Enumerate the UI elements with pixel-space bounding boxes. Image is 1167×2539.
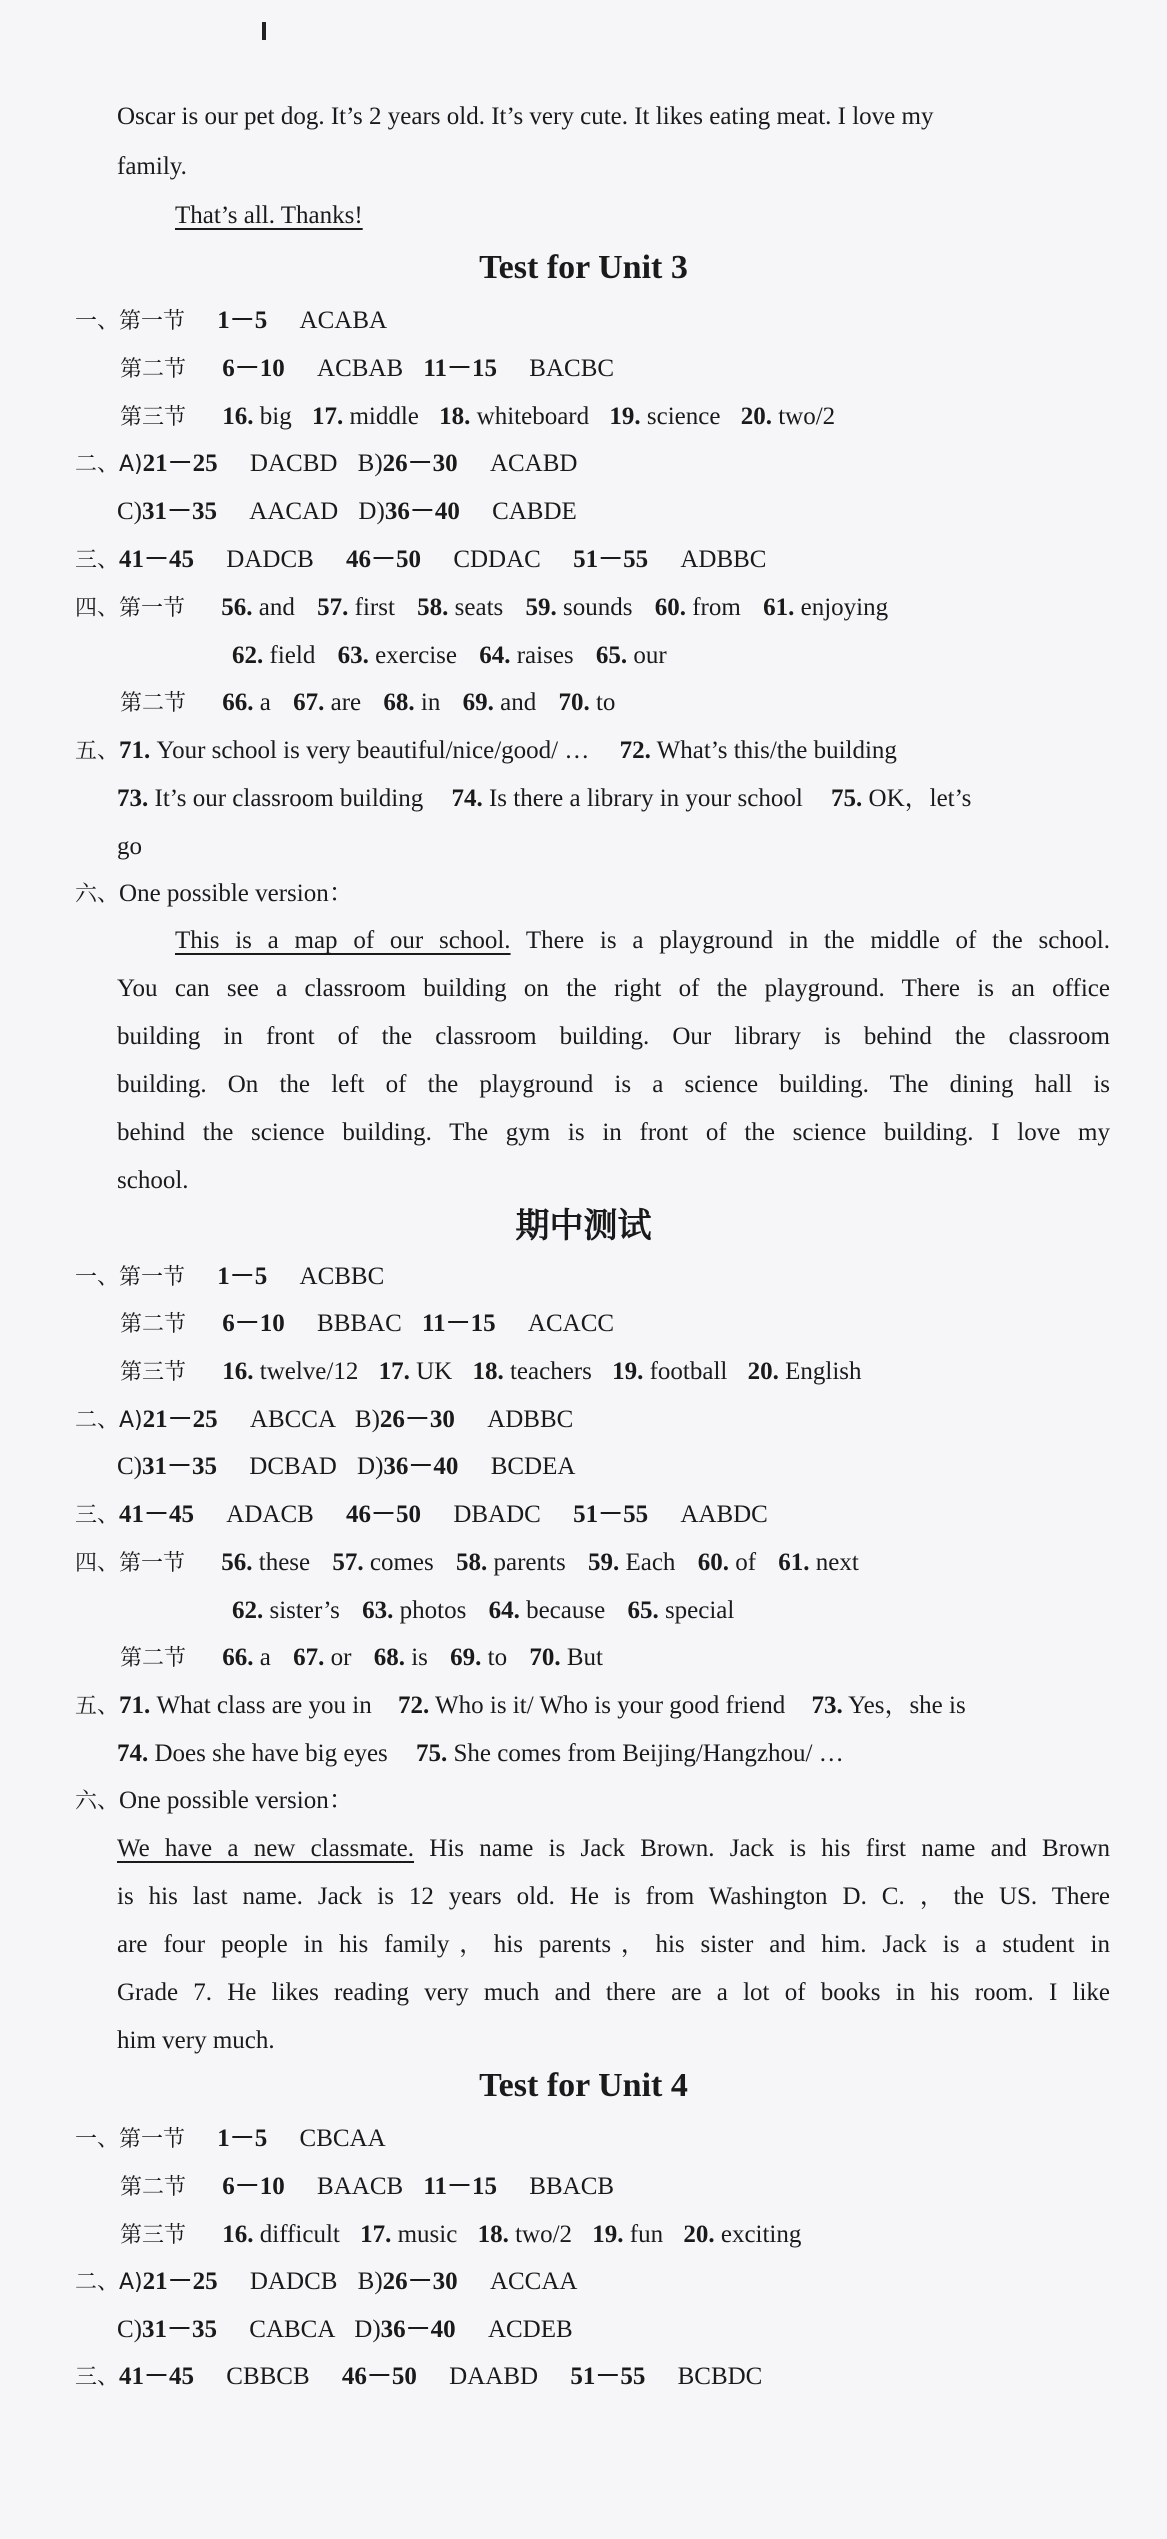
answer-line: 三、41－45 ADACB 46－50 DBADC 51－55 AABDC — [75, 1501, 768, 1528]
answer-line: 第二节 66. a 67. or 68. is 69. to 70. But — [120, 1644, 603, 1671]
answer-line: 三、41－45 DADCB 46－50 CDDAC 51－55 ADBBC — [75, 546, 767, 573]
essay-line: We have a new classmate. His name is Jack Brown. Jack is his first name and Brown — [117, 1835, 1111, 1862]
answer-line: 五、71. Your school is very beautiful/nice/good/ … 72. What’s this/the building — [75, 737, 897, 764]
answer-line: 五、71. What class are you in 72. Who is it/ Who is your good friend 73. Yes，she is — [75, 1692, 966, 1719]
answer-line: 第二节 6－10 BBBAC 11－15 ACACC — [120, 1310, 615, 1337]
answer-line: 四、第一节 56. and 57. first 58. seats 59. sounds 60. from 61. enjoying — [75, 594, 889, 621]
essay-line: building. On the left of the playground is a science building. The dining hall is — [117, 1071, 1110, 1098]
answer-line: 62. field 63. exercise 64. raises 65. our — [232, 642, 667, 669]
answer-line: 第二节 6－10 ACBAB 11－15 BACBC — [120, 355, 615, 382]
essay-line: him very much. — [117, 2027, 275, 2054]
essay-line: is his last name. Jack is 12 years old. He is from Washington D. C. ，the US. There — [117, 1883, 1110, 1910]
essay-heading: 六、One possible version： — [75, 1787, 354, 1814]
answer-line: 第二节 6－10 BAACB 11－15 BBACB — [120, 2173, 615, 2200]
answer-line: 一、第一节 1－5 ACBBC — [75, 1263, 385, 1290]
answer-line: 四、第一节 56. these 57. comes 58. parents 59. Each 60. of 61. next — [75, 1549, 859, 1576]
answer-line: 一、第一节 1－5 ACABA — [75, 307, 388, 334]
answer-line: go — [117, 833, 142, 860]
answer-line: 第三节 16. twelve/12 17. UK 18. teachers 19. football 20. English — [120, 1358, 862, 1385]
answer-line: 73. It’s our classroom building 74. Is there a library in your school 75. OK，let’s — [117, 785, 972, 812]
section-title-unit3: Test for Unit 3 — [479, 249, 688, 286]
essay-line: You can see a classroom building on the right of the playground. There is an office — [117, 975, 1110, 1002]
essay-line: Grade 7. He likes reading very much and there are a lot of books in his room. I like — [117, 1979, 1110, 2006]
answer-line: 二、A)21－25 ABCCA B)26－30 ADBBC — [75, 1406, 574, 1433]
section-title-unit4: Test for Unit 4 — [479, 2067, 688, 2104]
scan-mark — [262, 22, 266, 40]
answer-line: C)31－35 AACAD D)36－40 CABDE — [117, 498, 577, 525]
intro-closing: That’s all. Thanks! — [175, 202, 363, 229]
section-title-midterm: 期中测试 — [515, 1206, 652, 1246]
essay-line: This is a map of our school. There is a playground in the middle of the school. — [175, 927, 1110, 954]
essay-heading: 六、One possible version： — [75, 880, 354, 907]
answer-line: C)31－35 DCBAD D)36－40 BCDEA — [117, 1453, 576, 1480]
answer-line: 第二节 66. a 67. are 68. in 69. and 70. to — [120, 689, 616, 716]
answer-line: 二、A)21－25 DADCB B)26－30 ACCAA — [75, 2268, 578, 2295]
essay-line: behind the science building. The gym is in front of the science building. I love my — [117, 1119, 1110, 1146]
answer-line: 74. Does she have big eyes 75. She comes from Beijing/Hangzhou/ … — [117, 1740, 844, 1767]
answer-line: 三、41－45 CBBCB 46－50 DAABD 51－55 BCBDC — [75, 2363, 763, 2390]
essay-line: are four people in his family，his parents，his sister and him. Jack is a student in — [117, 1931, 1110, 1958]
intro-line: family. — [117, 153, 187, 180]
answer-line: 一、第一节 1－5 CBCAA — [75, 2125, 386, 2152]
answer-line: 二、A)21－25 DACBD B)26－30 ACABD — [75, 450, 578, 477]
answer-line: 62. sister’s 63. photos 64. because 65. special — [232, 1597, 735, 1624]
intro-line: Oscar is our pet dog. It’s 2 years old. It’s very cute. It likes eating meat. I love my — [117, 103, 934, 130]
answer-line: 第三节 16. big 17. middle 18. whiteboard 19. science 20. two/2 — [120, 403, 836, 430]
answer-line: C)31－35 CABCA D)36－40 ACDEB — [117, 2316, 573, 2343]
answer-line: 第三节 16. difficult 17. music 18. two/2 19. fun 20. exciting — [120, 2221, 802, 2248]
essay-line: school. — [117, 1167, 189, 1194]
essay-line: building in front of the classroom building. Our library is behind the classroom — [117, 1023, 1110, 1050]
